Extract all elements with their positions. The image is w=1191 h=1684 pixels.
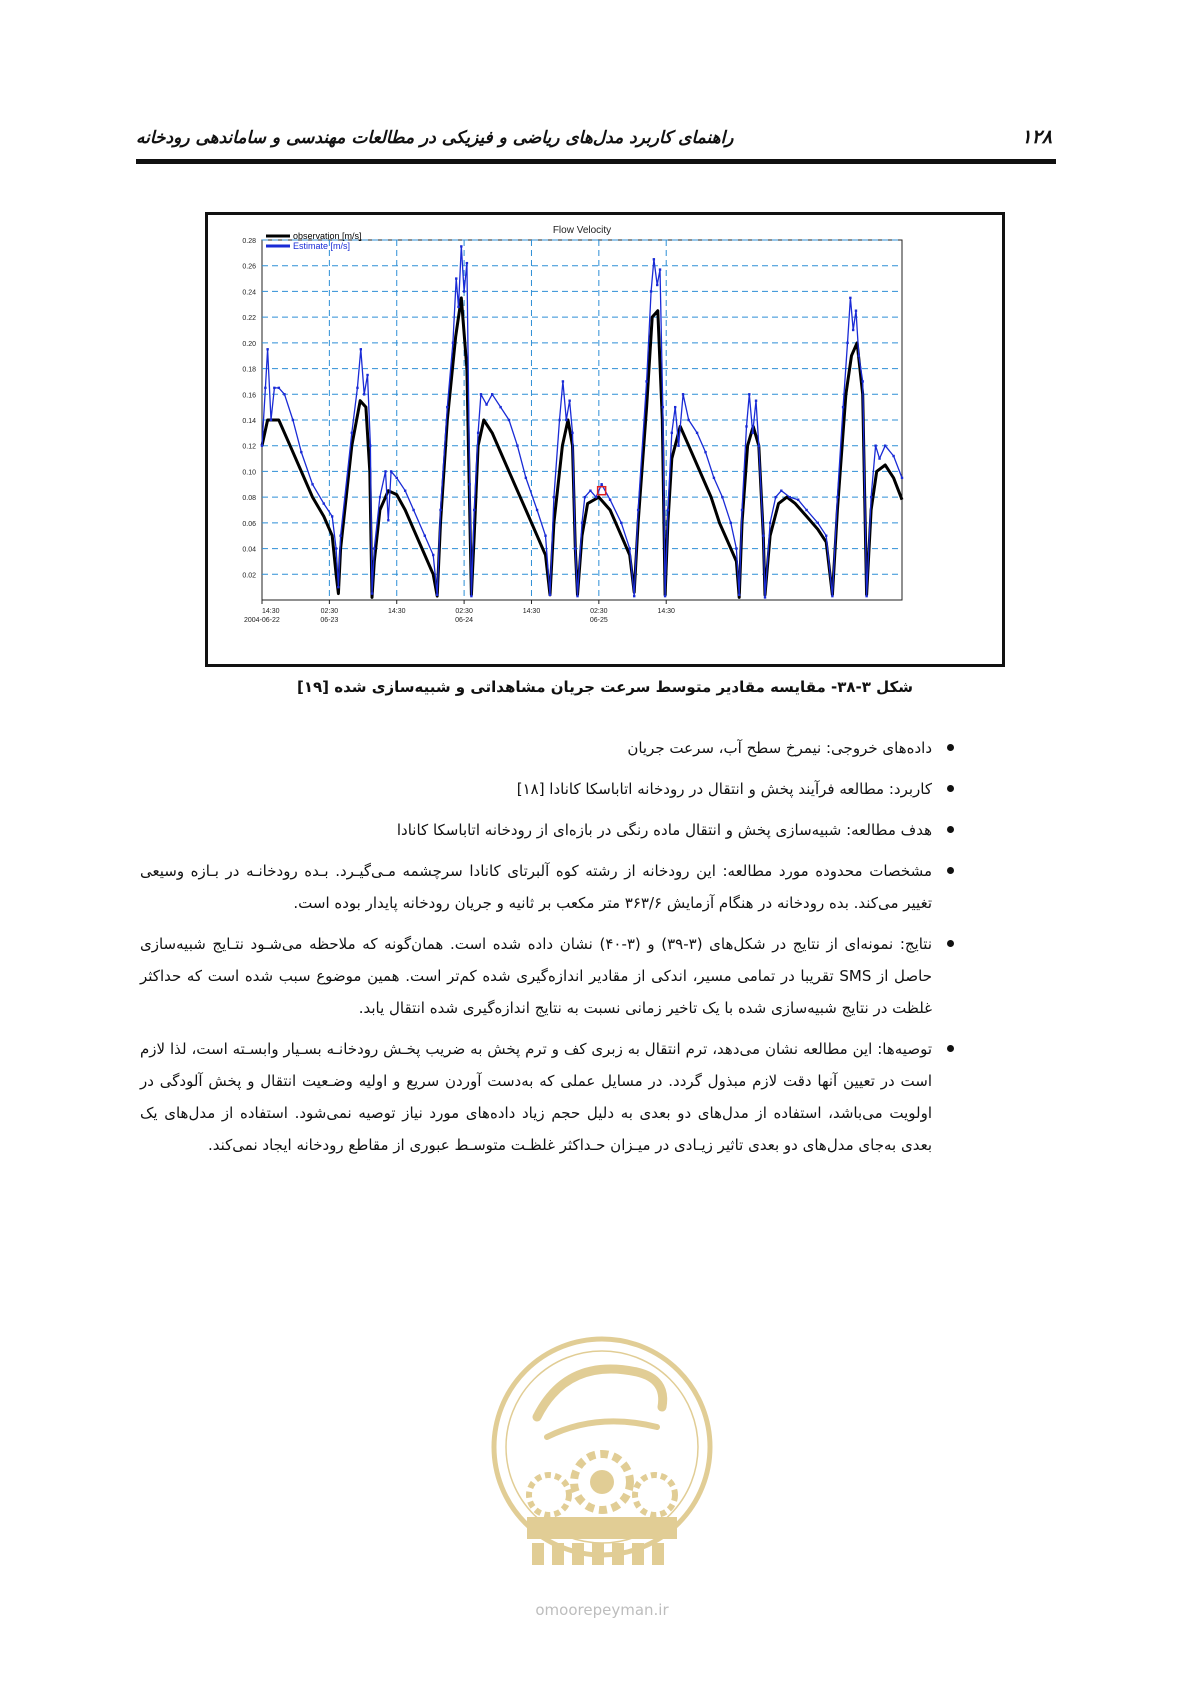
estimate-marker — [831, 595, 833, 597]
estimate-marker — [457, 306, 459, 308]
estimate-marker — [300, 451, 302, 453]
estimate-marker — [390, 470, 392, 472]
header-rule — [136, 159, 1056, 164]
list-item-text: نتایج: نمونه‌ای از نتایج در شکل‌های (۳-۳۹) و (۳-۴۰) نشان داده شده است. همان‌گونه که ملاحظه می‌شـود نتـایج شبیه‌سازی حاصل از SMS تقریبا در تمامی مسیر، اندکی از مقادیر اندازه‌گیری شده کم‌تر است. همین موضوع سبب شده است که حداکثر غلظت در نتایج شبیه‌سازی شده با یک تاخیر زمانی نسبت به نتایج اندازه‌گیری شده انتقال یابد. — [140, 935, 933, 1017]
flow-velocity-chart — [208, 215, 1002, 664]
page-number: ۱۲۸ — [1021, 126, 1052, 148]
estimate-marker — [432, 554, 434, 556]
y-tick-label: 0.24 — [242, 289, 256, 297]
estimate-marker — [387, 519, 389, 521]
estimate-marker — [645, 380, 647, 382]
estimate-marker — [369, 445, 371, 447]
estimate-marker — [721, 496, 723, 498]
chart-figure — [205, 212, 1005, 667]
estimate-marker — [516, 445, 518, 447]
estimate-marker — [466, 262, 468, 264]
estimate-marker — [581, 522, 583, 524]
estimate-marker — [653, 258, 655, 260]
y-tick-label: 0.20 — [242, 340, 256, 348]
estimate-marker — [762, 535, 764, 537]
estimate-marker — [270, 419, 272, 421]
estimate-marker — [452, 342, 454, 344]
estimate-marker — [331, 515, 333, 517]
list-item-text: مشخصات محدوده مورد مطالعه: این رودخانه از رشته کوه آلبرتای کانادا سرچشمه مـی‌گیـرد. بـده رودخانـه در بـازه وسیعی تغییر می‌کند. بده رودخانه در هنگام آزمایش ۳۶۳/۶ متر مکعب بر ثانیه و جریان رودخانه پایدار بوده است. — [140, 862, 932, 912]
estimate-marker — [901, 477, 903, 479]
estimate-marker — [633, 595, 635, 597]
estimate-marker — [439, 509, 441, 511]
estimate-marker — [656, 284, 658, 286]
estimate-marker — [674, 406, 676, 408]
y-tick-label: 0.16 — [242, 392, 256, 400]
estimate-marker — [273, 387, 275, 389]
estimate-marker — [278, 387, 280, 389]
x-tick-label: 02:30 — [455, 608, 473, 615]
estimate-marker — [491, 393, 493, 395]
estimate-marker — [855, 310, 857, 312]
page-header — [136, 118, 1056, 158]
estimate-marker — [562, 380, 564, 382]
estimate-marker — [525, 477, 527, 479]
estimate-marker — [671, 432, 673, 434]
estimate-marker — [455, 277, 457, 279]
estimate-marker — [384, 470, 386, 472]
estimate-marker — [412, 509, 414, 511]
estimate-marker — [311, 483, 313, 485]
estimate-marker — [696, 432, 698, 434]
estimate-marker — [713, 477, 715, 479]
estimate-marker — [858, 355, 860, 357]
y-tick-label: 0.22 — [242, 315, 256, 323]
estimate-marker — [292, 419, 294, 421]
bullet-icon — [947, 744, 954, 751]
estimate-marker — [650, 290, 652, 292]
seal-icon — [487, 1317, 717, 1597]
header-title: راهنمای کاربرد مدل‌های ریاضی و فیزیکی در مطالعات مهندسی و ساماندهی رودخانه — [136, 128, 734, 148]
x-tick-date: 06-23 — [320, 617, 339, 624]
estimate-marker — [620, 522, 622, 524]
estimate-marker — [351, 432, 353, 434]
body-text — [140, 732, 956, 1170]
list-item — [140, 814, 956, 846]
estimate-marker — [797, 499, 799, 501]
x-tick-label: 14:30 — [522, 608, 541, 615]
estimate-marker — [323, 502, 325, 504]
estimate-marker — [536, 509, 538, 511]
estimate-marker — [565, 419, 567, 421]
estimate-marker — [339, 535, 341, 537]
estimate-marker — [704, 451, 706, 453]
list-item-text: توصیه‌ها: این مطالعه نشان می‌دهد، ترم انتقال به زبری کف و ترم پخش به ضریب پخـش رودخانـه بسـیار وابسـته است، لذا لازم است در تعیین آنها دقت لازم مبذول گردد. در مسایل عملی که به‌دست آوردن سریع و اولیه وضـعیت انتقال و پخش آلودگی در اولویت می‌باشد، استفاده از مدل‌های دو بعدی به دلیل حجم زیاد داده‌های مورد نیاز توصیه نمی‌شود. استفاده از مدل‌های یک بعدی به‌جای مدل‌های دو بعدی تاثیر زیـادی در میـزان حـداکثر غلظـت متوسـط عبوری از مقاطع رودخانه ایجاد نمی‌کند. — [140, 1040, 932, 1154]
estimate-marker — [264, 387, 266, 389]
estimate-marker — [852, 329, 854, 331]
estimate-marker — [789, 496, 791, 498]
estimate-marker — [371, 592, 373, 594]
estimate-marker — [758, 445, 760, 447]
estimate-marker — [373, 547, 375, 549]
x-tick-date: 06-24 — [455, 617, 474, 624]
estimate-marker — [595, 496, 597, 498]
y-tick-label: 0.18 — [242, 366, 256, 374]
estimate-marker — [780, 490, 782, 492]
x-tick-label: 02:30 — [320, 608, 339, 615]
list-item — [140, 928, 956, 1024]
estimate-marker — [469, 483, 471, 485]
estimate-marker — [878, 457, 880, 459]
legend-label-estimate: Estimate [m/s] — [293, 241, 351, 251]
y-tick-label: 0.10 — [242, 469, 256, 477]
estimate-marker — [659, 268, 661, 270]
bullet-icon — [947, 1045, 954, 1052]
estimate-marker — [379, 496, 381, 498]
legend-label-observation: observation [m/s] — [293, 231, 362, 241]
estimate-marker — [335, 547, 337, 549]
list-item-text: داده‌های خروجی: نیمرخ سطح آب، سرعت جریان — [627, 739, 932, 757]
x-tick-label: 14:30 — [262, 608, 280, 615]
watermark-url: omoorepeyman.ir — [535, 1601, 669, 1619]
estimate-marker — [825, 535, 827, 537]
x-tick-label: 14:30 — [387, 608, 406, 615]
list-item — [140, 1033, 956, 1161]
estimate-marker — [363, 393, 365, 395]
estimate-marker — [805, 509, 807, 511]
estimate-marker — [508, 419, 510, 421]
bullet-icon — [947, 940, 954, 947]
y-tick-label: 0.02 — [242, 572, 256, 580]
estimate-marker — [764, 596, 766, 598]
estimate-marker — [266, 348, 268, 350]
y-tick-label: 0.12 — [242, 443, 256, 451]
estimate-marker — [396, 477, 398, 479]
estimate-marker — [637, 509, 639, 511]
estimate-marker — [748, 393, 750, 395]
estimate-marker — [366, 374, 368, 376]
estimate-marker — [549, 594, 551, 596]
estimate-marker — [849, 297, 851, 299]
estimate-marker — [584, 496, 586, 498]
estimate-marker — [738, 594, 740, 596]
estimate-marker — [261, 445, 263, 447]
estimate-marker — [337, 586, 339, 588]
estimate-marker — [870, 496, 872, 498]
estimate-marker — [774, 496, 776, 498]
watermark-logo — [487, 1317, 717, 1617]
estimate-marker — [360, 348, 362, 350]
estimate-marker — [769, 522, 771, 524]
estimate-marker — [677, 445, 679, 447]
estimate-marker — [865, 595, 867, 597]
estimate-marker — [664, 595, 666, 597]
estimate-marker — [629, 547, 631, 549]
bullet-icon — [947, 785, 954, 792]
list-item — [140, 855, 956, 919]
estimate-marker — [751, 432, 753, 434]
list-item — [140, 732, 956, 764]
estimate-marker — [553, 496, 555, 498]
estimate-marker — [609, 499, 611, 501]
estimate-marker — [730, 522, 732, 524]
estimate-marker — [884, 445, 886, 447]
estimate-marker — [463, 290, 465, 292]
figure-caption: شکل ۳-۳۸- مقایسه مقادیر متوسط سرعت جریان مشاهداتی و شبیه‌سازی شده [۱۹] — [296, 678, 914, 696]
estimate-marker — [574, 547, 576, 549]
estimate-marker — [745, 425, 747, 427]
estimate-marker — [589, 490, 591, 492]
estimate-marker — [576, 595, 578, 597]
estimate-marker — [862, 380, 864, 382]
estimate-marker — [480, 393, 482, 395]
estimate-marker — [544, 535, 546, 537]
estimate-marker — [499, 406, 501, 408]
estimate-marker — [687, 419, 689, 421]
x-tick-label: 02:30 — [590, 608, 608, 615]
estimate-marker — [874, 445, 876, 447]
estimate-marker — [470, 595, 472, 597]
list-item-text: هدف مطالعه: شبیه‌سازی پخش و انتقال ماده رنگی در بازه‌ای از رودخانه اتاباسکا کانادا — [396, 821, 932, 839]
estimate-marker — [568, 400, 570, 402]
estimate-marker — [817, 522, 819, 524]
bullet-list — [140, 732, 956, 1161]
estimate-marker — [842, 406, 844, 408]
bullet-icon — [947, 826, 954, 833]
estimate-marker — [283, 393, 285, 395]
y-tick-label: 0.14 — [242, 418, 256, 425]
y-tick-label: 0.26 — [242, 263, 256, 271]
estimate-marker — [473, 509, 475, 511]
estimate-marker — [404, 490, 406, 492]
estimate-marker — [424, 535, 426, 537]
estimate-marker — [836, 496, 838, 498]
estimate-marker — [477, 432, 479, 434]
estimate-marker — [436, 594, 438, 596]
x-tick-date: 2004-06-22 — [244, 617, 280, 624]
estimate-marker — [356, 387, 358, 389]
estimate-marker — [460, 245, 462, 247]
estimate-marker — [446, 406, 448, 408]
estimate-marker — [667, 509, 669, 511]
estimate-marker — [600, 483, 602, 485]
x-tick-date: 06-25 — [589, 617, 608, 624]
estimate-marker — [735, 547, 737, 549]
estimate-marker — [485, 403, 487, 405]
estimate-marker — [558, 419, 560, 421]
estimate-marker — [662, 406, 664, 408]
chart-title: Flow Velocity — [552, 225, 612, 236]
estimate-marker — [846, 342, 848, 344]
y-tick-label: 0.28 — [242, 238, 256, 245]
x-tick-label: 14:30 — [657, 608, 675, 615]
y-tick-label: 0.06 — [242, 520, 256, 528]
list-item — [140, 773, 956, 805]
estimate-marker — [571, 432, 573, 434]
bullet-icon — [947, 867, 954, 874]
estimate-marker — [755, 400, 757, 402]
list-item-text: کاربرد: مطالعه فرآیند پخش و انتقال در رودخانه اتاباسکا کانادا [۱۸] — [516, 780, 932, 798]
estimate-marker — [682, 393, 684, 395]
estimate-marker — [892, 455, 894, 457]
estimate-marker — [741, 509, 743, 511]
y-tick-label: 0.08 — [242, 495, 256, 503]
y-tick-label: 0.04 — [242, 546, 256, 554]
